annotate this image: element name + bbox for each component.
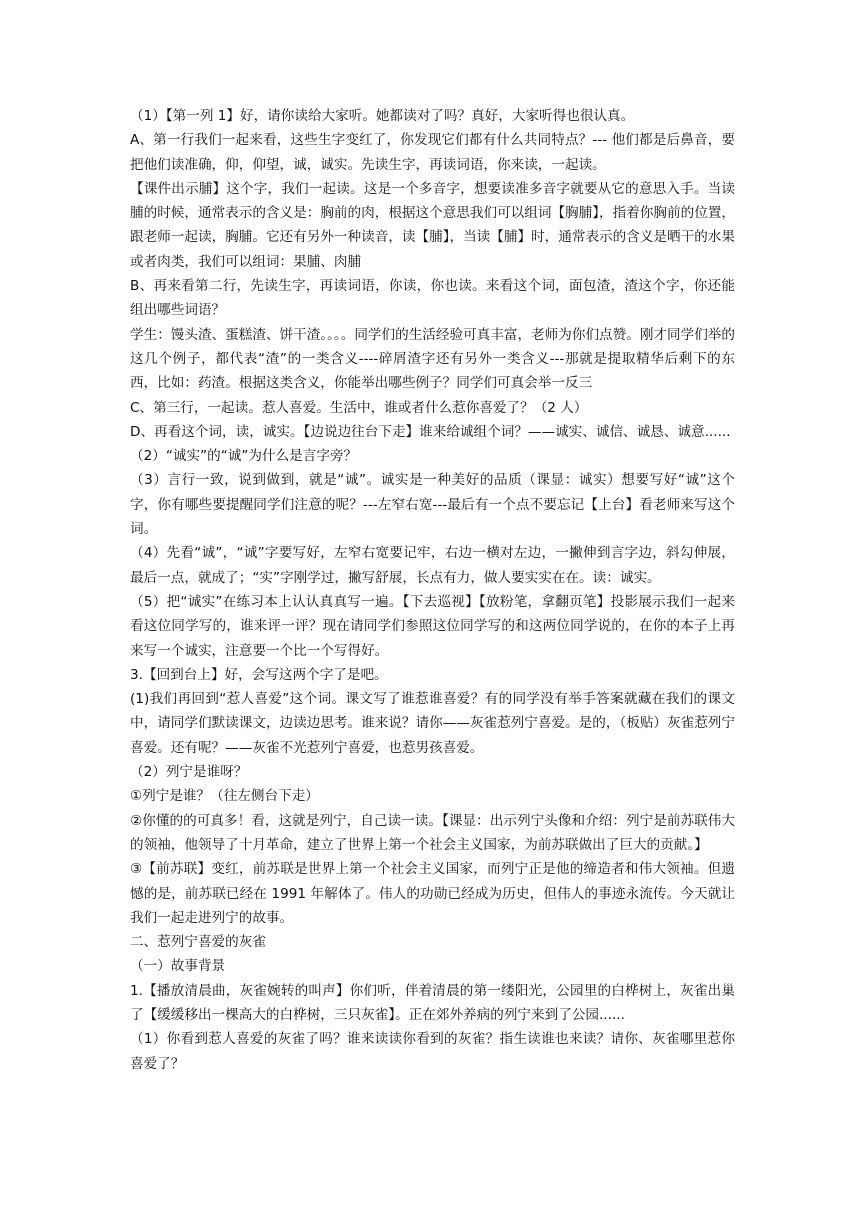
paragraph-who-is-lenin: （2）列宁是谁呀？ [130,764,248,781]
document-page [130,104,735,1076]
paragraph-lenin-intro: ②你懂的的可真多！看，这就是列宁，自己读一读。【课显：出示列宁头像和介绍：列宁是前苏联伟大的领袖，他领导了十月革命，建立了世界上第一个社会主义国家，为前苏联做出了巨大的贡献。】 [130,812,735,853]
paragraph-honesty: （3）言行一致，说到做到，就是“诚”。诚实是一种美好的品质（课显：诚实）想要写好“诚”这个字，你有哪些要提醒同学们注意的呢？---左窄右宽---最后有一个点不要忘记【上台】看老师来写这个词。 [130,472,735,538]
paragraph-writing-guide: （4）先看“诚”，“诚”字要写好，左窄右宽要记牢，右边一横对左边，一撇伸到言字边，斜勾伸展，最后一点，就成了；“实”字刚学过，撇写舒展，长点有力，做人要实实在在。读：诚实。 [130,545,735,586]
section-heading: 二、惹列宁喜爱的灰雀 [130,934,266,951]
paragraph-row-three: C、第三行，一起读。惹人喜爱。生活中，谁或者什么惹你喜爱了？（2 人） [130,399,588,416]
paragraph-lenin-question: ①列宁是谁？（往左侧台下走） [130,788,319,805]
paragraph-question-radical: （2）“诚实”的“诚”为什么是言字旁？ [130,448,358,465]
paragraph-morning-scene: 1.【播放清晨曲，灰雀婉转的叫声】你们听，伴着清晨的第一缕阳光，公园里的白桦树上，灰雀出巢了【缓缓移出一棵高大的白桦树，三只灰雀】。正在郊外养病的列宁来到了公园...... [130,982,735,1023]
paragraph-who-likes-whom: (1)我们再回到“惹人喜爱”这个词。课文写了谁惹谁喜爱？有的同学没有举手答案就藏在我们的课文中，请同学们默读课文，边读边思考。谁来说？请你——灰雀惹列宁喜爱。是的，（板贴）灰雀惹列宁喜爱。还有呢？——灰雀不光惹列宁喜爱，也惹男孩喜爱。 [130,691,735,756]
paragraph-word-cheng: D、再看这个词，读，诚实。【边说边往台下走】谁来给诚组个词？——诚实、诚信、诚恳、诚意...... [130,423,731,440]
paragraph-student-answer: 学生：馒头渣、蛋糕渣、饼干渣。。。。同学们的生活经验可真丰富，老师为你们点赞。刚才同学们举的这几个例子，都代表“渣”的一类含义----碎屑渣字还有另外一类含义---那就是提取精华后剩下的东西，比如：药渣。根据这类含义，你能举出哪些例子？同学们可真会举一反三 [130,326,735,392]
paragraph-back-to-stage: 3.【回到台上】好，会写这两个字了是吧。 [130,666,388,683]
paragraph-reading-check: （1）【第一列 1】好，请你读给大家听。她都读对了吗？真好，大家听得也很认真。 [130,108,635,124]
paragraph-row-two: B、再来看第二行，先读生字，再读词语，你读，你也读。来看这个词，面包渣，渣这个字，你还能组出哪些词语？ [130,278,735,319]
paragraph-row-one: A、第一行我们一起来看，这些生字变红了，你发现它们都有什么共同特点？--- 他们都是后鼻音，要把他们读准确，仰，仰望，诚，诚实。先读生字，再读词语，你来读，一起读。 [130,132,735,173]
paragraph-polyphone-fu: 【课件出示脯】这个字，我们一起读。这是一个多音字，想要读准多音字就要从它的意思入手。当读脯的时候，通常表示的含义是：胸前的肉，根据这个意思我们可以组词【胸脯】，指着你胸前的位置，跟老师一起读，胸脯。它还有另外一种读音，读【脯】，当读【脯】时，通常表示的含义是晒干的水果或者肉类，我们可以组词：果脯、肉脯 [130,180,735,270]
subsection-heading: （一）故事背景 [130,958,226,975]
paragraph-practice: （5）把“诚实”在练习本上认认真真写一遍。【下去巡视】【放粉笔，拿翻页笔】投影展示我们一起来看这位同学写的，谁来评一评？现在请同学们参照这位同学写的和这两位同学说的，在你的本子上再来写一个诚实，注意要一个比一个写得好。 [130,593,735,659]
paragraph-soviet-union: ③【前苏联】变红，前苏联是世界上第一个社会主义国家，而列宁正是他的缔造者和伟大领袖。但遗憾的是，前苏联已经在 1991 年解体了。伟人的功勋已经成为历史，但伟人的事迹永流传。今天就让我们一起走进列宁的故事。 [130,861,735,926]
paragraph-lovely-sparrow: （1）你看到惹人喜爱的灰雀了吗？谁来读读你看到的灰雀？指生读谁也来读？请你、灰雀哪里惹你喜爱了？ [130,1031,735,1072]
